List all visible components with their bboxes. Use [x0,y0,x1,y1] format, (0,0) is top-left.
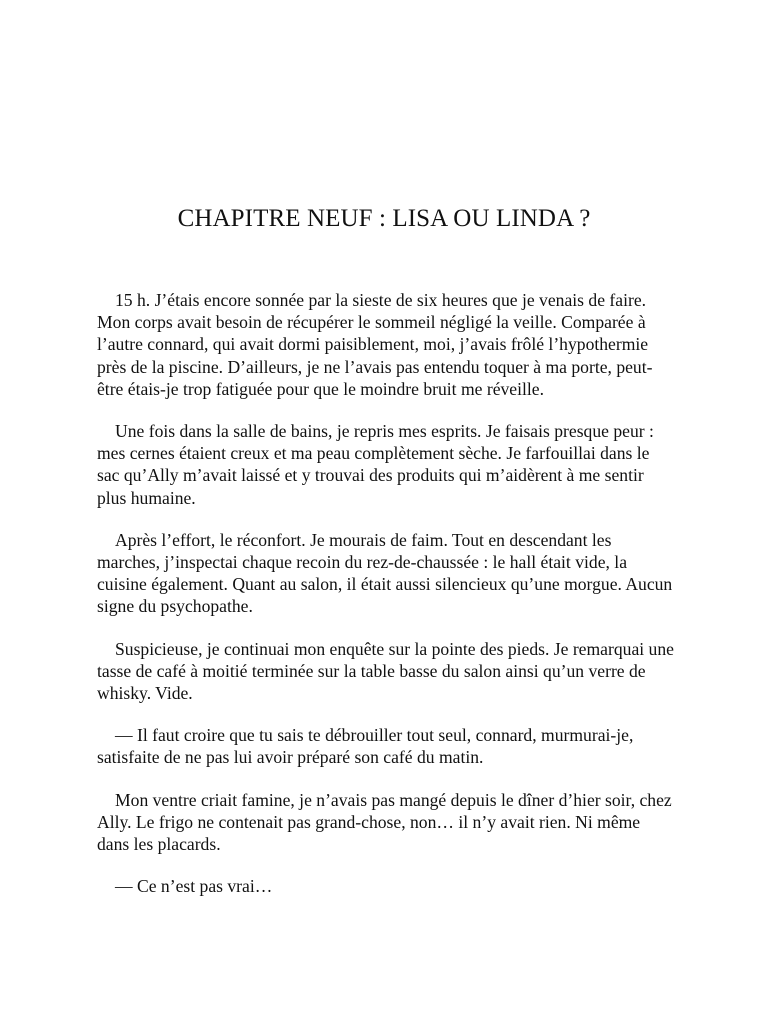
chapter-body [97,289,675,917]
paragraph-4: Suspicieuse, je continuai mon enquête sur la pointe des pieds. Je remarquai une tasse de café à moitié terminée sur la table basse du salon ainsi qu’un verre de whisky. Vide. [97,638,674,704]
paragraph-2: Une fois dans la salle de bains, je repris mes esprits. Je faisais presque peur : mes cernes étaient creux et ma peau complètement sèche. Je farfouillai dans le sac qu’Ally m’avait laissé et y trouvai des produits qui m’aidèrent à me sentir plus humaine. [97,421,654,508]
paragraph-6: Mon ventre criait famine, je n’avais pas mangé depuis le dîner d’hier soir, chez Ally. Le frigo ne contenait pas grand-chose, non… il n’y avait rien. Ni même dans les placards. [97,789,672,855]
dialogue-paragraph-5: — Il faut croire que tu sais te débrouiller tout seul, connard, murmurai-je, satisfaite de ne pas lui avoir préparé son café du matin. [97,725,634,768]
paragraph-1: 15 h. J’étais encore sonnée par la sieste de six heures que je venais de faire. Mon corps avait besoin de récupérer le sommeil négligé la veille. Comparée à l’autre connard, qui avait dormi paisiblement, moi, j’avais frôlé l’hypothermie près de la piscine. D’ailleurs, je ne l’avais pas entendu toquer à ma porte, peut-être étais-je trop fatiguée pour que le moindre bruit me réveille. [97,290,653,399]
paragraph-3: Après l’effort, le réconfort. Je mourais de faim. Tout en descendant les marches, j’inspectai chaque recoin du rez-de-chaussée : le hall était vide, la cuisine également. Quant au salon, il était aussi silencieux qu’une morgue. Aucun signe du psychopathe. [97,529,673,617]
dialogue-paragraph-7: — Ce n’est pas vrai… [115,876,273,897]
chapter-title: CHAPITRE NEUF : LISA OU LINDA ? [177,205,591,232]
